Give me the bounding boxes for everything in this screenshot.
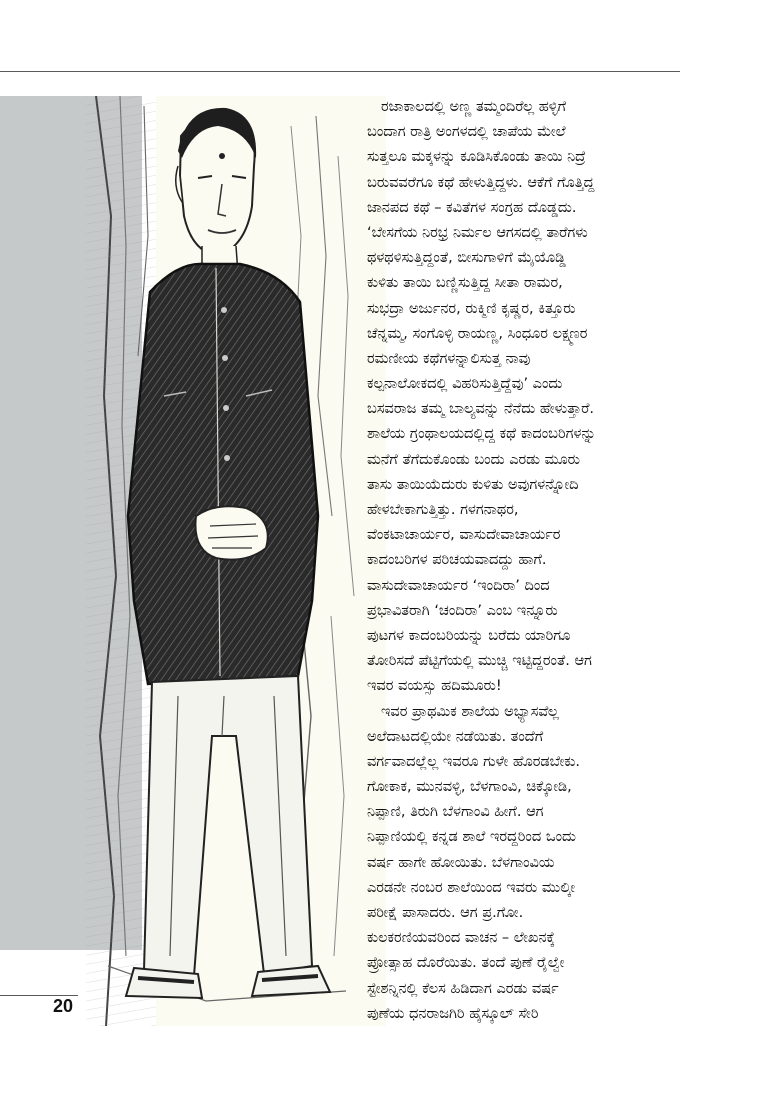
- text-line: ಎರಡನೇ ನಂಬರ ಶಾಲೆಯಿಂದ ಇವರು ಮುಲ್ಕೀ: [367, 879, 576, 896]
- paragraph-1: [367, 95, 682, 700]
- text-line: ವೆಂಕಟಾಚಾರ್ಯರ, ವಾಸುದೇವಾಚಾರ್ಯರ: [367, 527, 561, 544]
- text-line: ಇವರ ವಯಸ್ಸು ಹದಿಮೂರು!: [367, 678, 502, 695]
- text-line: ಮನೆಗೆ ತೆಗೆದುಕೊಂಡು ಬಂದು ಎರಡು ಮೂರು: [367, 451, 580, 468]
- trousers: [144, 676, 312, 976]
- text-line: ನಿಪ್ಪಾಣಿಯಲ್ಲಿ ಕನ್ನಡ ಶಾಲೆ ಇರದ್ದರಿಂದ ಒಂದು: [367, 829, 576, 846]
- text-line: ಅಲೆದಾಟದಲ್ಲಿಯೇ ನಡೆಯಿತು. ತಂದೆಗೆ: [367, 728, 544, 745]
- text-line: ವರ್ಗವಾದಲ್ಲೆಲ್ಲ ಇವರೂ ಗುಳೇ ಹೊರಡಬೇಕು.: [367, 753, 581, 770]
- text-line: ಕುಲಕರಣಿಯವರಿಂದ ವಾಚನ – ಲೇಖನಕ್ಕೆ: [367, 930, 556, 947]
- text-line: ತೋರಿಸದೆ ಪೆಟ್ಟಿಗೆಯಲ್ಲಿ ಮುಚ್ಚಿ ಇಟ್ಟಿದ್ದರಂತೆ. ಆಗ: [367, 653, 592, 670]
- clasped-hands: [195, 506, 267, 559]
- text-line: ಬಸವರಾಜ ತಮ್ಮ ಬಾಲ್ಯವನ್ನು ನೆನೆದು ಹೇಳುತ್ತಾರೆ.: [367, 401, 595, 418]
- text-line: ಸುಭದ್ರಾ ಅರ್ಜುನರ, ರುಕ್ಮಿಣಿ ಕೃಷ್ಣರ, ಕಿತ್ತೂರು: [367, 300, 576, 317]
- text-line: ಜಾನಪದ ಕಥೆ – ಕವಿತೆಗಳ ಸಂಗ್ರಹ ದೊಡ್ಡದು.: [367, 199, 577, 216]
- text-line: ವರ್ಷ ಹಾಗೇ ಹೋಯಿತು. ಬೆಳಗಾಂವಿಯ: [367, 854, 555, 871]
- text-line: ಗೋಕಾಕ, ಮುನವಳ್ಳಿ, ಬೆಳಗಾಂವಿ, ಚಿಕ್ಕೋಡಿ,: [367, 779, 572, 796]
- text-line: ನಿಪ್ಪಾಣಿ, ತಿರುಗಿ ಬೆಳಗಾಂವಿ ಹೀಗೆ. ಆಗ: [367, 804, 544, 821]
- text-line: ಚೆನ್ನಮ್ಮ, ಸಂಗೊಳ್ಳಿ ರಾಯಣ್ಣ, ಸಿಂಧೂರ ಲಕ್ಷ್ಮಣರ: [367, 325, 588, 342]
- coat: [128, 264, 318, 684]
- portrait-illustration: [86, 96, 366, 1026]
- text-line: ಕಲ್ಪನಾಲೋಕದಲ್ಲಿ ವಿಹರಿಸುತ್ತಿದ್ದೆವು’ ಎಂದು: [367, 376, 563, 393]
- head: [176, 108, 256, 274]
- text-line: ಸುತ್ತಲೂ ಮಕ್ಕಳನ್ನು ಕೂಡಿಸಿಕೊಂಡು ತಾಯಿ ನಿದ್ರೆ: [367, 149, 586, 166]
- text-line: ಹೇಳಬೇಕಾಗುತ್ತಿತ್ತು. ಗಳಗನಾಥರ,: [367, 502, 519, 518]
- text-line: ಪ್ರಭಾವಿತರಾಗಿ ‘ಚಂದಿರಾ’ ಎಂಬ ಇನ್ನೂರು: [367, 602, 558, 619]
- text-line: ರಜಾಕಾಲದಲ್ಲಿ ಅಣ್ಣ ತಮ್ಮಂದಿರೆಲ್ಲ ಹಳ್ಳಿಗೆ: [381, 99, 567, 115]
- text-line: ಪರೀಕ್ಷೆ ಪಾಸಾದರು. ಆಗ ಪ್ರ.ಗೋ.: [367, 905, 524, 921]
- text-line: ಪುಣೆಯ ಧನರಾಜಗಿರಿ ಹೈಸ್ಕೂಲ್ ಸೇರಿ: [367, 1005, 539, 1022]
- text-line: ವಾಸುದೇವಾಚಾರ್ಯರ ‘ಇಂದಿರಾ’ ದಿಂದ: [367, 577, 550, 594]
- text-line: ಕಾದಂಬರಿಗಳ ಪರಿಚಯವಾದದ್ದು ಹಾಗೆ.: [367, 552, 547, 569]
- page-number: 20: [53, 996, 74, 1016]
- text-line: ಬಂದಾಗ ರಾತ್ರಿ ಅಂಗಳದಲ್ಲಿ ಚಾಪೆಯ ಮೇಲೆ: [367, 124, 566, 141]
- paragraph-2: [367, 700, 682, 1027]
- body-text: [367, 95, 682, 1027]
- text-line: ಥಳಥಳಿಸುತ್ತಿದ್ದಂತೆ, ಬೀಸುಗಾಳಿಗೆ ಮೈಯೊಡ್ಡಿ: [367, 250, 566, 267]
- text-line: ‘ಬೇಸಗೆಯ ನಿರಭ್ರ ನಿರ್ಮಲ ಆಗಸದಲ್ಲಿ ತಾರೆಗಳು: [367, 224, 588, 241]
- text-line: ಪ್ರೋತ್ಸಾಹ ದೊರೆಯಿತು. ತಂದೆ ಪುಣೆ ರೈಲ್ವೇ: [367, 955, 565, 972]
- header-rule: [0, 71, 680, 72]
- text-line: ಸ್ಟೇಶನ್ನಿನಲ್ಲಿ ಕೆಲಸ ಹಿಡಿದಾಗ ಎರಡು ವರ್ಷ: [367, 980, 559, 997]
- text-line: ತಾಸು ತಾಯಿಯೆದುರು ಕುಳಿತು ಅವುಗಳನ್ನೋದಿ: [367, 476, 579, 493]
- text-line: ಬರುವವರೆಗೂ ಕಥೆ ಹೇಳುತ್ತಿದ್ದಳು. ಆಕೆಗೆ ಗೊತ್ತಿದ್ದ: [367, 174, 595, 191]
- sandals: [126, 966, 330, 998]
- text-line: ರಮಣೀಯ ಕಥೆಗಳನ್ನಾಲಿಸುತ್ತ ನಾವು: [367, 350, 531, 367]
- text-line: ಕುಳಿತು ತಾಯಿ ಬಣ್ಣಿಸುತ್ತಿದ್ದ ಸೀತಾ ರಾಮರ,: [367, 275, 563, 292]
- text-line: ಇವರ ಪ್ರಾಥಮಿಕ ಶಾಲೆಯ ಅಭ್ಯಾಸವೆಲ್ಲ: [381, 703, 559, 720]
- text-line: ಪುಟಗಳ ಕಾದಂಬರಿಯನ್ನು ಬರೆದು ಯಾರಿಗೂ: [367, 627, 571, 644]
- text-line: ಶಾಲೆಯ ಗ್ರಂಥಾಲಯದಲ್ಲಿದ್ದ ಕಥೆ ಕಾದಂಬರಿಗಳನ್ನು: [367, 426, 596, 443]
